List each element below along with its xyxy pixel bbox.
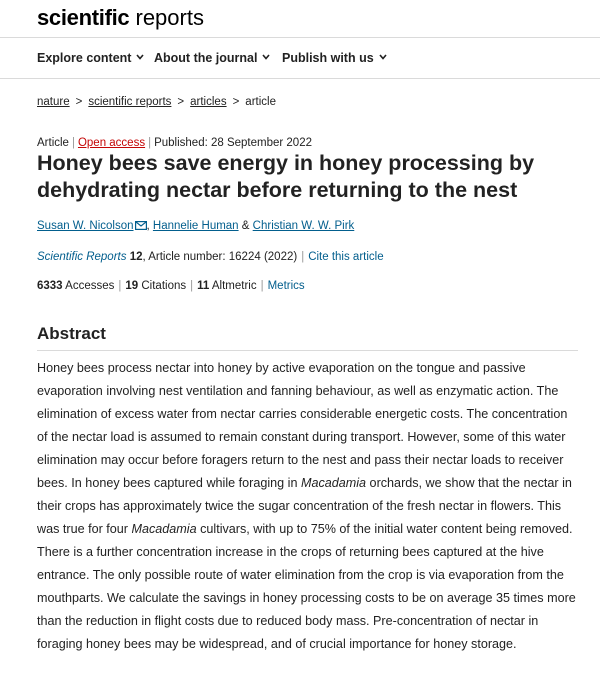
nav-label: About the journal <box>154 51 258 65</box>
chevron-down-icon <box>262 54 270 60</box>
site-logo[interactable] <box>37 5 204 31</box>
abstract-part: Honey bees process nectar into honey by active evaporation on the tongue and passive evaporation involving nest ventilation and fanning behaviour, as well as enzymatic action. The elimination of excess water from nectar carries considerable energetic costs. The concentration of the nectar load is assumed to remain constant during transport. However, some of this water elimination may occur before foragers return to the nest and pass their nectar loads to receiver bees. In honey bees captured while foraging in <box>37 361 568 490</box>
breadcrumb <box>37 96 276 108</box>
altmetric-count: 11 <box>197 280 210 292</box>
article-metrics <box>37 280 305 292</box>
breadcrumb-articles[interactable]: articles <box>190 96 227 108</box>
author-separator: & <box>241 220 250 232</box>
metrics-link[interactable]: Metrics <box>267 280 305 292</box>
divider: | <box>148 137 152 149</box>
cite-this-article-link[interactable]: Cite this article <box>308 251 384 263</box>
abstract-part: orchards, we show that the nectar in their crops has approximately twice the sugar concentration of the fresh nectar in flowers. This was true for four <box>37 476 572 536</box>
abstract-heading: Abstract <box>37 324 106 343</box>
logo-regular: reports <box>135 5 204 30</box>
abstract-part: cultivars, with up to 75% of the initial water content being removed. There is a further concentration increase in the crops of returning bees captured at the hive entrance. The only possible route of water elimination from the crop is via evaporation from the mouthparts. We calculate the savings in honey processing costs to be on average 35 times more than the reduction in flight costs due to reduced body mass. Pre-concentration of nectar in foraging honey bees may be widespread, and of crucial importance for honey storage. <box>37 522 576 651</box>
nav-explore-content[interactable] <box>37 51 144 65</box>
author-link-human[interactable]: Hannelie Human <box>152 220 239 232</box>
divider: | <box>260 280 264 292</box>
article-number: , Article number: 16224 (2022) <box>142 251 298 263</box>
breadcrumb-current: article <box>245 96 276 108</box>
main-nav <box>0 38 600 79</box>
journal-volume: 12 <box>129 251 143 263</box>
divider: | <box>118 280 122 292</box>
breadcrumb-nature[interactable]: nature <box>37 96 70 108</box>
published-date: Published: 28 September 2022 <box>154 137 312 149</box>
nav-label: Publish with us <box>282 51 374 65</box>
journal-info <box>37 251 384 263</box>
abstract-text <box>37 357 579 656</box>
breadcrumb-separator: > <box>75 96 83 108</box>
article-title: Honey bees save energy in honey processing by dehydrating nectar before returning to the nest <box>37 151 535 202</box>
breadcrumb-separator: > <box>177 96 185 108</box>
divider: | <box>301 251 305 263</box>
open-access-link[interactable]: Open access <box>77 137 146 149</box>
breadcrumb-separator: > <box>232 96 240 108</box>
accesses-label: Accesses <box>65 280 115 292</box>
article-type: Article <box>37 137 69 149</box>
abstract-italic: Macadamia <box>300 476 367 490</box>
logo-bold: scientific <box>37 5 130 30</box>
journal-link[interactable]: Scientific Reports <box>37 251 127 263</box>
site-header <box>0 0 600 38</box>
mail-icon[interactable] <box>135 221 147 233</box>
abstract-italic: Macadamia <box>131 522 197 536</box>
article-meta <box>37 137 312 149</box>
chevron-down-icon <box>136 54 144 60</box>
accesses-count: 6333 <box>37 280 63 292</box>
citations-label: Citations <box>141 280 187 292</box>
author-list <box>37 220 354 233</box>
citations-count: 19 <box>125 280 139 292</box>
chevron-down-icon <box>379 54 387 60</box>
nav-publish-with-us[interactable] <box>282 51 387 65</box>
altmetric-label: Altmetric <box>211 280 257 292</box>
nav-label: Explore content <box>37 51 132 65</box>
author-link-pirk[interactable]: Christian W. W. Pirk <box>252 220 355 232</box>
nav-about-journal[interactable] <box>154 51 270 65</box>
author-link-nicolson[interactable]: Susan W. Nicolson <box>37 220 134 232</box>
divider: | <box>190 280 194 292</box>
breadcrumb-scientific-reports[interactable]: scientific reports <box>88 96 172 108</box>
author-separator: , <box>146 220 150 232</box>
divider: | <box>71 137 75 149</box>
abstract-divider <box>37 350 578 351</box>
